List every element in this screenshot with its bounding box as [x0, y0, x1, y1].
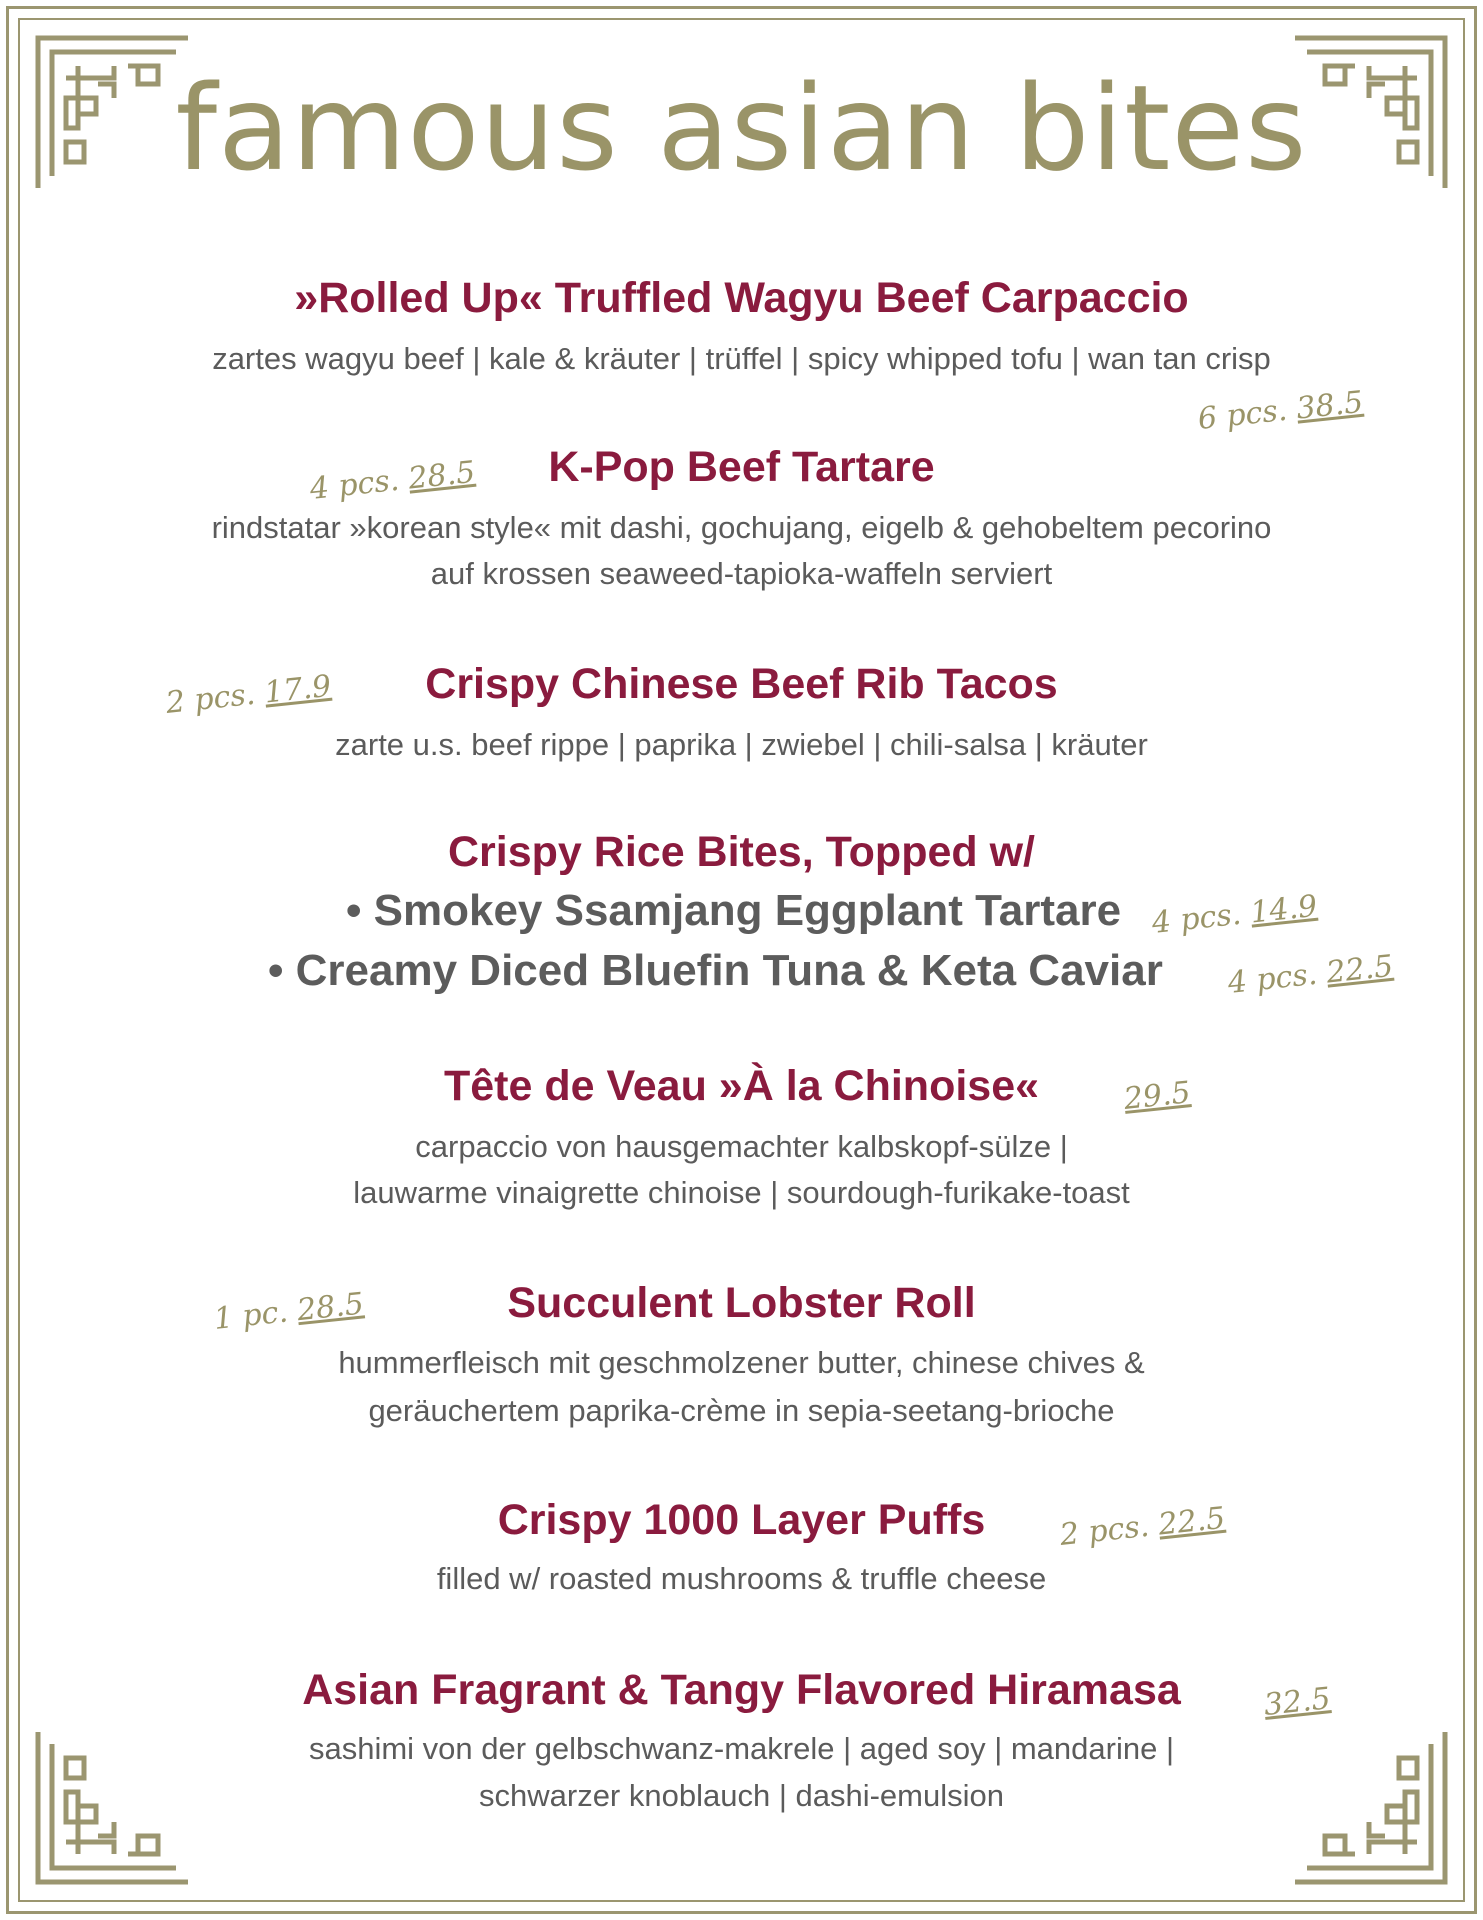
dish-description: geräuchertem paprika-crème in sepia-seetang-brioche [368, 1393, 1115, 1428]
dish-description: auf krossen seaweed-tapioka-waffeln serviert [430, 556, 1053, 591]
dish-description: sashimi von der gelbschwanz-makrele | aged soy | mandarine | [308, 1731, 1175, 1766]
dish-name: Asian Fragrant & Tangy Flavored Hiramasa [302, 1666, 1181, 1714]
price-amount: 22.5 [1324, 948, 1395, 991]
dish-option: • Smokey Ssamjang Eggplant Tartare [346, 886, 1122, 935]
dish-name: Tête de Veau »À la Chinoise« [443, 1062, 1040, 1110]
price-amount: 14.9 [1248, 888, 1319, 931]
price-amount: 17.9 [262, 668, 333, 711]
dish-description: lauwarme vinaigrette chinoise | sourdough-furikake-toast [353, 1175, 1130, 1210]
dish-description: zartes wagyu beef | kale & kräuter | trüffel | spicy whipped tofu | wan tan crisp [212, 341, 1271, 376]
menu-title: famous asian bites [175, 59, 1308, 197]
dish-description: carpaccio von hausgemachter kalbskopf-sülze | [415, 1129, 1068, 1164]
price-quantity: 4 pcs. [1226, 956, 1319, 1001]
price-quantity: 2 pcs. [164, 676, 257, 721]
dish-description: zarte u.s. beef rippe | paprika | zwiebel | chili-salsa | kräuter [335, 727, 1148, 762]
dish-name: Crispy Rice Bites, Topped w/ [448, 828, 1035, 876]
dish-name: »Rolled Up« Truffled Wagyu Beef Carpaccio [294, 274, 1189, 322]
dish-description: schwarzer knoblauch | dashi-emulsion [479, 1778, 1004, 1813]
dish-name: K-Pop Beef Tartare [548, 443, 935, 491]
price-quantity: 4 pcs. [1150, 896, 1243, 941]
dish-description: hummerfleisch mit geschmolzener butter, chinese chives & [338, 1345, 1145, 1380]
dish-description: filled w/ roasted mushrooms & truffle cheese [436, 1561, 1047, 1596]
price-quantity: 4 pcs. [308, 462, 401, 507]
dish-name: Crispy Chinese Beef Rib Tacos [425, 660, 1058, 708]
dish-name: Crispy 1000 Layer Puffs [497, 1496, 986, 1544]
dish-price [1262, 1681, 1332, 1724]
price-quantity: 1 pc. [212, 1294, 290, 1337]
price-amount: 38.5 [1294, 384, 1365, 427]
price-amount: 28.5 [295, 1286, 366, 1329]
price-amount: 22.5 [1156, 1500, 1227, 1543]
price-quantity: 6 pcs. [1196, 392, 1289, 437]
price-amount: 28.5 [406, 454, 477, 497]
price-amount: 32.5 [1262, 1681, 1333, 1723]
dish-name: Succulent Lobster Roll [507, 1279, 976, 1327]
dish-price [1122, 1075, 1192, 1118]
dish-description: rindstatar »korean style« mit dashi, gochujang, eigelb & gehobeltem pecorino [211, 510, 1272, 545]
dish-option: • Creamy Diced Bluefin Tuna & Keta Caviar [268, 946, 1163, 995]
price-amount: 29.5 [1122, 1075, 1193, 1117]
price-quantity: 2 pcs. [1058, 1508, 1151, 1553]
